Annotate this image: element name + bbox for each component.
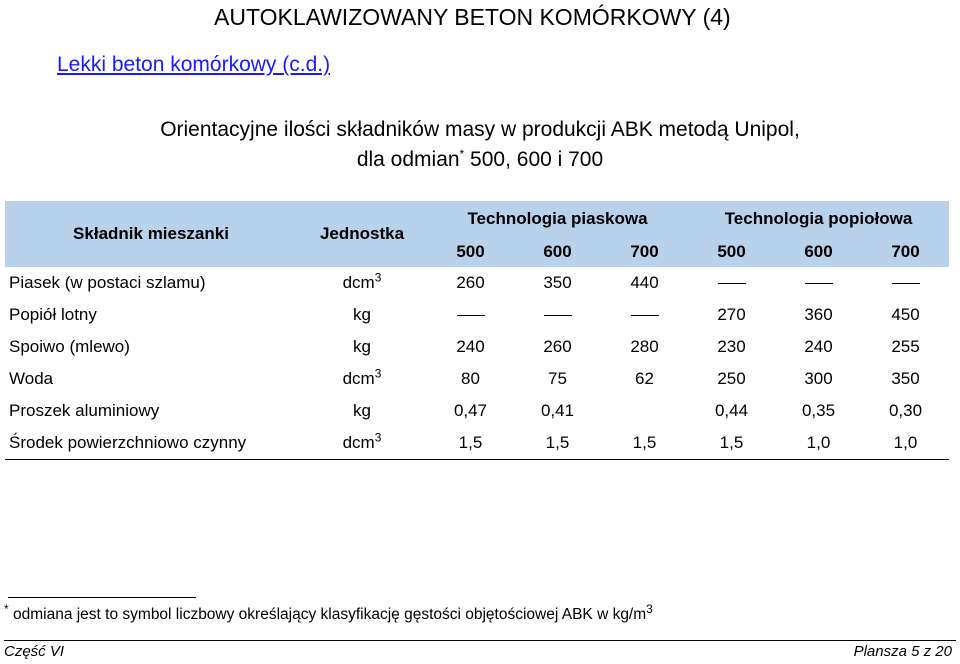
table-row [5,395,949,427]
row-value: 0,30 [888,401,923,420]
footnote-sup: 3 [646,601,653,616]
not-applicable-dash [892,283,920,284]
row-value: 270 [717,305,746,324]
row-unit [297,267,427,299]
row-value [601,299,688,331]
row-value: 240 [804,337,833,356]
row-component: Środek powierzchniowo czynny [5,427,297,460]
row-value [601,395,688,427]
row-unit-text: dcm [342,433,375,452]
row-unit-text: kg [353,401,371,420]
row-value: 1,5 [688,427,775,460]
row-value: 280 [630,337,659,356]
row-value: 300 [804,369,833,388]
table-row [5,363,949,395]
header-grade: 600 [775,236,862,267]
row-unit-text: kg [353,337,371,356]
table-row [5,427,949,460]
row-value: 350 [543,273,572,292]
footer-page-number: Plansza 5 z 20 [853,643,952,660]
row-component: Spoiwo (mlewo) [9,337,130,356]
table-row [5,267,949,299]
table-heading [0,115,960,175]
not-applicable-dash [805,283,833,284]
row-value: 440 [630,273,659,292]
row-value: 1,0 [862,427,949,460]
row-value: 62 [635,369,654,388]
row-value: 250 [717,369,746,388]
not-applicable-dash [718,283,746,284]
header-grade: 600 [514,236,601,267]
row-unit-exponent: 3 [374,430,382,445]
row-value: 0,41 [540,401,575,420]
row-unit [297,427,427,460]
row-value [775,267,862,299]
row-unit-text: dcm [342,273,375,292]
row-value [862,267,949,299]
row-value: 240 [456,337,485,356]
row-unit-text: kg [353,305,371,324]
header-sand-technology: Technologia piaskowa [427,201,688,236]
row-value: 260 [456,273,485,292]
row-component: Woda [9,369,54,388]
row-value [688,267,775,299]
not-applicable-dash [544,315,572,316]
header-grade: 700 [862,236,949,267]
not-applicable-dash [457,315,485,316]
footnote-text: odmiana jest to symbol liczbowy określający klasyfikację gęstości objętościowej ABK w kg/m [8,606,647,623]
row-value: 0,47 [453,401,488,420]
not-applicable-dash [631,315,659,316]
header-unit: Jednostka [297,201,427,267]
table-row [5,299,949,331]
section-link[interactable]: Lekki beton komórkowy (c.d.) [57,53,331,76]
heading-line-2 [0,145,960,175]
header-component: Składnik mieszanki [5,201,297,267]
heading-line-2-prefix: dla odmian [356,148,460,171]
row-value: 1,0 [775,427,862,460]
row-value: 1,5 [601,427,688,460]
row-unit [297,299,427,331]
header-ash-technology: Technologia popiołowa [688,201,949,236]
row-value [427,299,514,331]
header-grade: 500 [427,236,514,267]
row-unit [297,331,427,363]
footer-part: Część VI [4,643,65,660]
row-value: 350 [891,369,920,388]
row-value: 75 [548,369,567,388]
row-value [514,299,601,331]
heading-line-1: Orientacyjne ilości składników masy w produkcji ABK metodą Unipol, [160,118,800,141]
table-row [5,331,949,363]
footnote [4,601,653,624]
row-value: 260 [543,337,572,356]
row-value: 80 [461,369,480,388]
row-unit [297,395,427,427]
row-value: 255 [891,337,920,356]
row-value: 230 [717,337,746,356]
row-component: Piasek (w postaci szlamu) [9,273,206,292]
row-unit [297,363,427,395]
footer-divider [4,640,956,641]
header-grade: 500 [688,236,775,267]
heading-line-2-suffix: 500, 600 i 700 [464,148,604,171]
footnote-divider [8,597,196,598]
slide-title: AUTOKLAWIZOWANY BETON KOMÓRKOWY (4) [214,4,731,30]
row-value: 1,5 [514,427,601,460]
row-unit-text: dcm [342,369,375,388]
ingredients-table [5,201,949,460]
header-row-groups [5,201,949,236]
footnote-mark: * [4,601,9,616]
row-value: 0,44 [714,401,749,420]
row-value: 0,35 [801,401,836,420]
row-component: Popiół lotny [9,305,97,324]
footnote-marker: * [459,147,465,161]
row-unit-exponent: 3 [374,270,382,285]
header-grade: 700 [601,236,688,267]
row-component: Proszek aluminiowy [9,401,160,420]
row-value: 450 [891,305,920,324]
row-value: 1,5 [427,427,514,460]
row-unit-exponent: 3 [374,366,382,381]
row-value: 360 [804,305,833,324]
